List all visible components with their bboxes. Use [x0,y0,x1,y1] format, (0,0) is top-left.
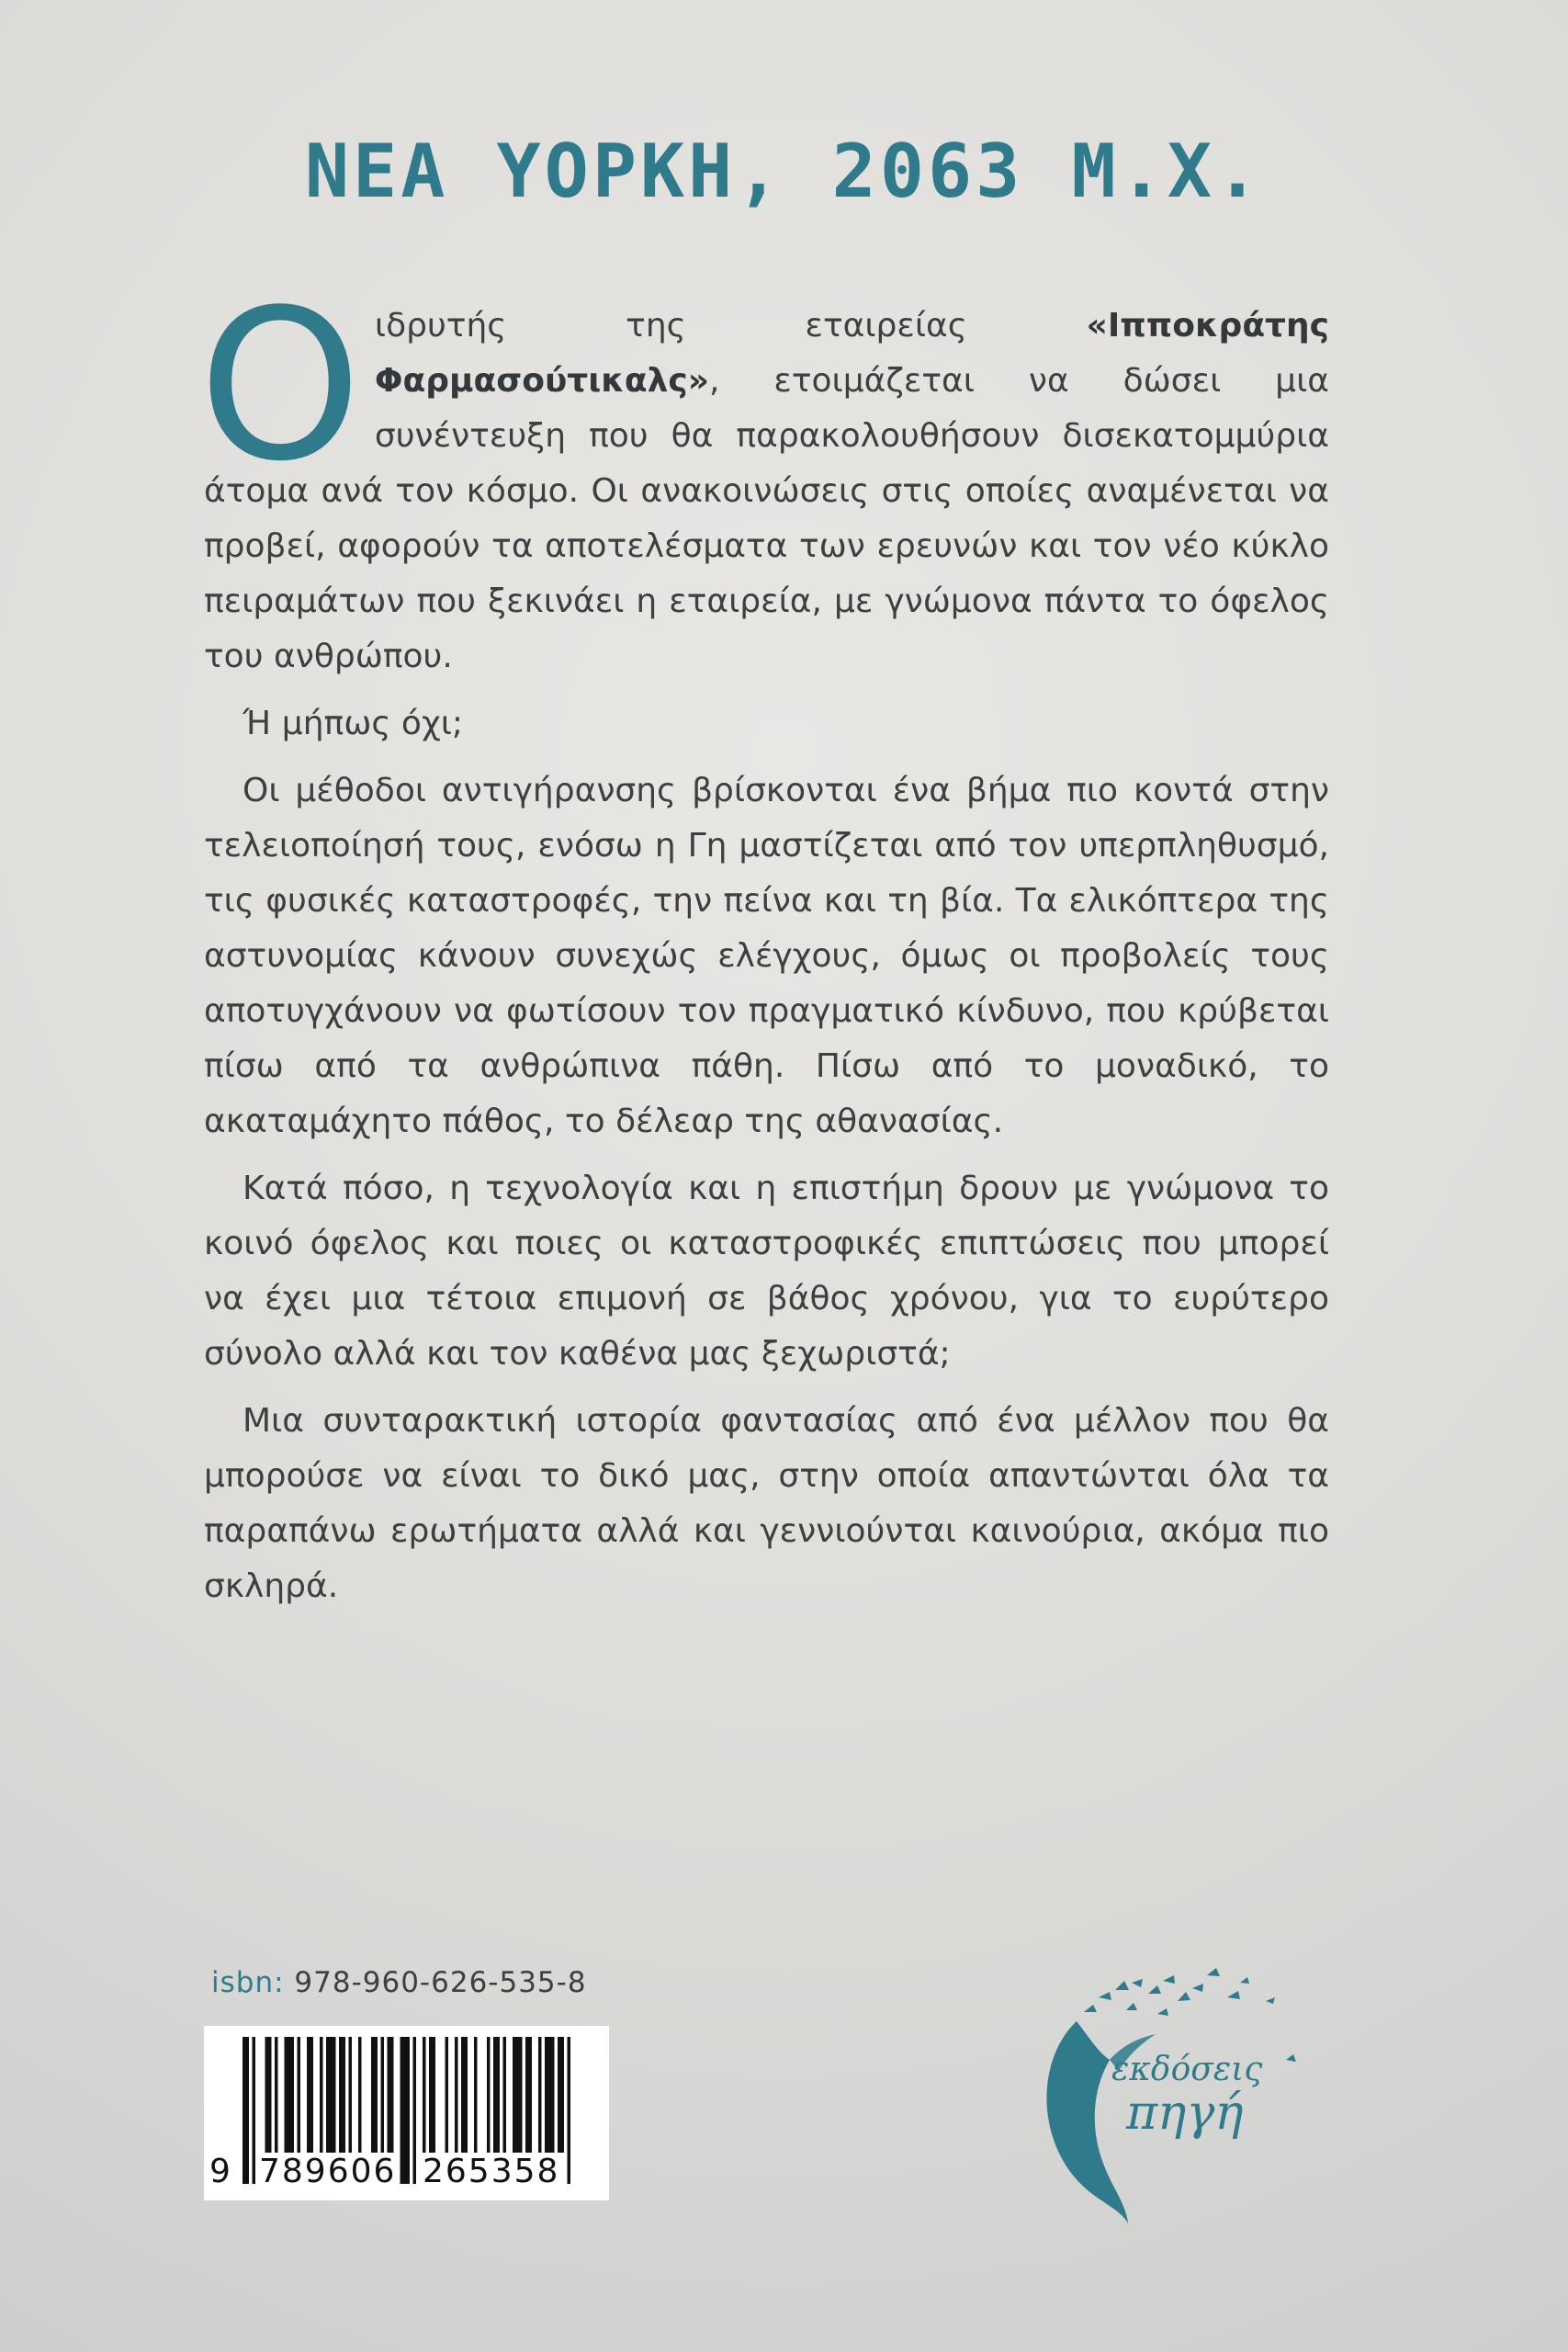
barcode-bar [503,2037,507,2153]
barcode-bar [371,2037,378,2153]
barcode-bar [538,2037,542,2153]
drop-cap: Ο [198,266,362,507]
blurb-paragraph-4: Κατά πόσο, η τεχνολογία και η επιστήμη δρουν με γνώμονα το κοινό όφελος και ποιες οι καταστροφικές επιπτώσεις που μπορεί να έχει μια τέτοια επιμονή σε βάθος χρόνου, για το ευρύτερο σύνολο αλλά και τον καθένα μας ξεχωριστά; [204,1170,1329,1373]
barcode-bar [320,2037,323,2153]
barcode-bar [545,2037,555,2153]
barcode-bar [446,2037,449,2153]
blurb-paragraph-1 [198,266,1329,684]
barcode-bar [400,2037,411,2184]
publisher-name-line2: πηγή [1126,2086,1244,2141]
barcode-bar [326,2037,336,2153]
isbn-prefix: isbn: [211,1966,285,1999]
barcode-bar [358,2037,362,2153]
blurb-p1-lead: ιδρυτής της εταιρείας [374,307,1087,345]
barcode-bar [423,2037,426,2153]
barcode-bar [388,2037,394,2153]
barcode-bar [339,2037,345,2153]
blurb-paragraph-5: Μια συνταρακτική ιστορία φαντασίας από ένα μέλλον που θα μπορούσε να είναι το δικό μας, στην οποία απαντώνται όλα τα παραπάνω ερωτήματα αλλά και γεννιούνται καινούρια, ακόμα πιο σκληρά. [204,1402,1329,1605]
barcode-bar [487,2037,491,2153]
barcode-bar [275,2037,278,2153]
isbn-label [211,1966,587,1999]
publisher-logo [1010,1957,1341,2223]
barcode-bar [513,2037,523,2153]
isbn-number: 978-960-626-535-8 [294,1966,587,1999]
barcode-bar [525,2037,532,2153]
barcode-bar [474,2037,478,2153]
blurb-paragraph-2: Ή μήπως όχι; [243,705,464,742]
barcode-bar [285,2037,295,2153]
barcode-bar [558,2037,564,2153]
barcode-bar [243,2037,249,2184]
barcode-digits-left: 789606 [255,2153,400,2190]
barcode-bar [413,2037,417,2184]
barcode-bar [493,2037,500,2153]
barcode [204,2026,609,2200]
barcode-bar [461,2037,468,2153]
blurb-text [198,266,1329,1626]
barcode-lead-digit: 9 [209,2153,231,2190]
barcode-bar [349,2037,353,2153]
blurb-paragraph-3: Οι μέθοδοι αντιγήρανσης βρίσκονται ένα βήμα πιο κοντά στην τελειοποίησή τους, ενόσω η Γη μαστίζεται από τον υπερπληθυσμό, τις φυσικές καταστροφές, την πείνα και τη βία. Τα ελικόπτερα της αστυνομίας κάνουν συνεχώς ελέγχους, όμως οι προβολείς τους αποτυγχάνουν να φωτίσουν τον πραγματικό κίνδυνο, που κρύβεται πίσω από τα ανθρώπινα πάθη. Πίσω από το μοναδικό, το ακαταμάχητο πάθος, το δέλεαρ της αθανασίας. [204,772,1329,1140]
cover-title: ΝΕΑ ΥΟΡΚΗ, 2063 Μ.Χ. [304,129,1264,214]
blurb-p1-rest: , ετοιμάζεται να δώσει μια συνέντευξη που θα παρακολουθήσουν δισεκατομμύρια άτομα ανά τον κόσμο. Οι ανακοινώσεις στις οποίες αναμένεται να προβεί, αφορούν τα αποτελέσματα των ερευνών και τον νέο κύκλο πειραμάτων που ξεκινάει η εταιρεία, με γνώμονα πάντα το όφελος του ανθρώπου. [204,362,1329,675]
barcode-bar [455,2037,458,2153]
barcode-bar [298,2037,301,2153]
barcode-bar [307,2037,313,2153]
barcode-bar [429,2037,435,2153]
barcode-bar [568,2037,571,2184]
company-name: «Ιπποκράτης Φαρμασούτικαλς» [374,307,1329,400]
barcode-bar [381,2037,385,2153]
publisher-name-line1: εκδόσεις [1111,2051,1263,2088]
barcode-digits-right: 265358 [419,2153,563,2190]
barcode-bar [265,2037,272,2153]
